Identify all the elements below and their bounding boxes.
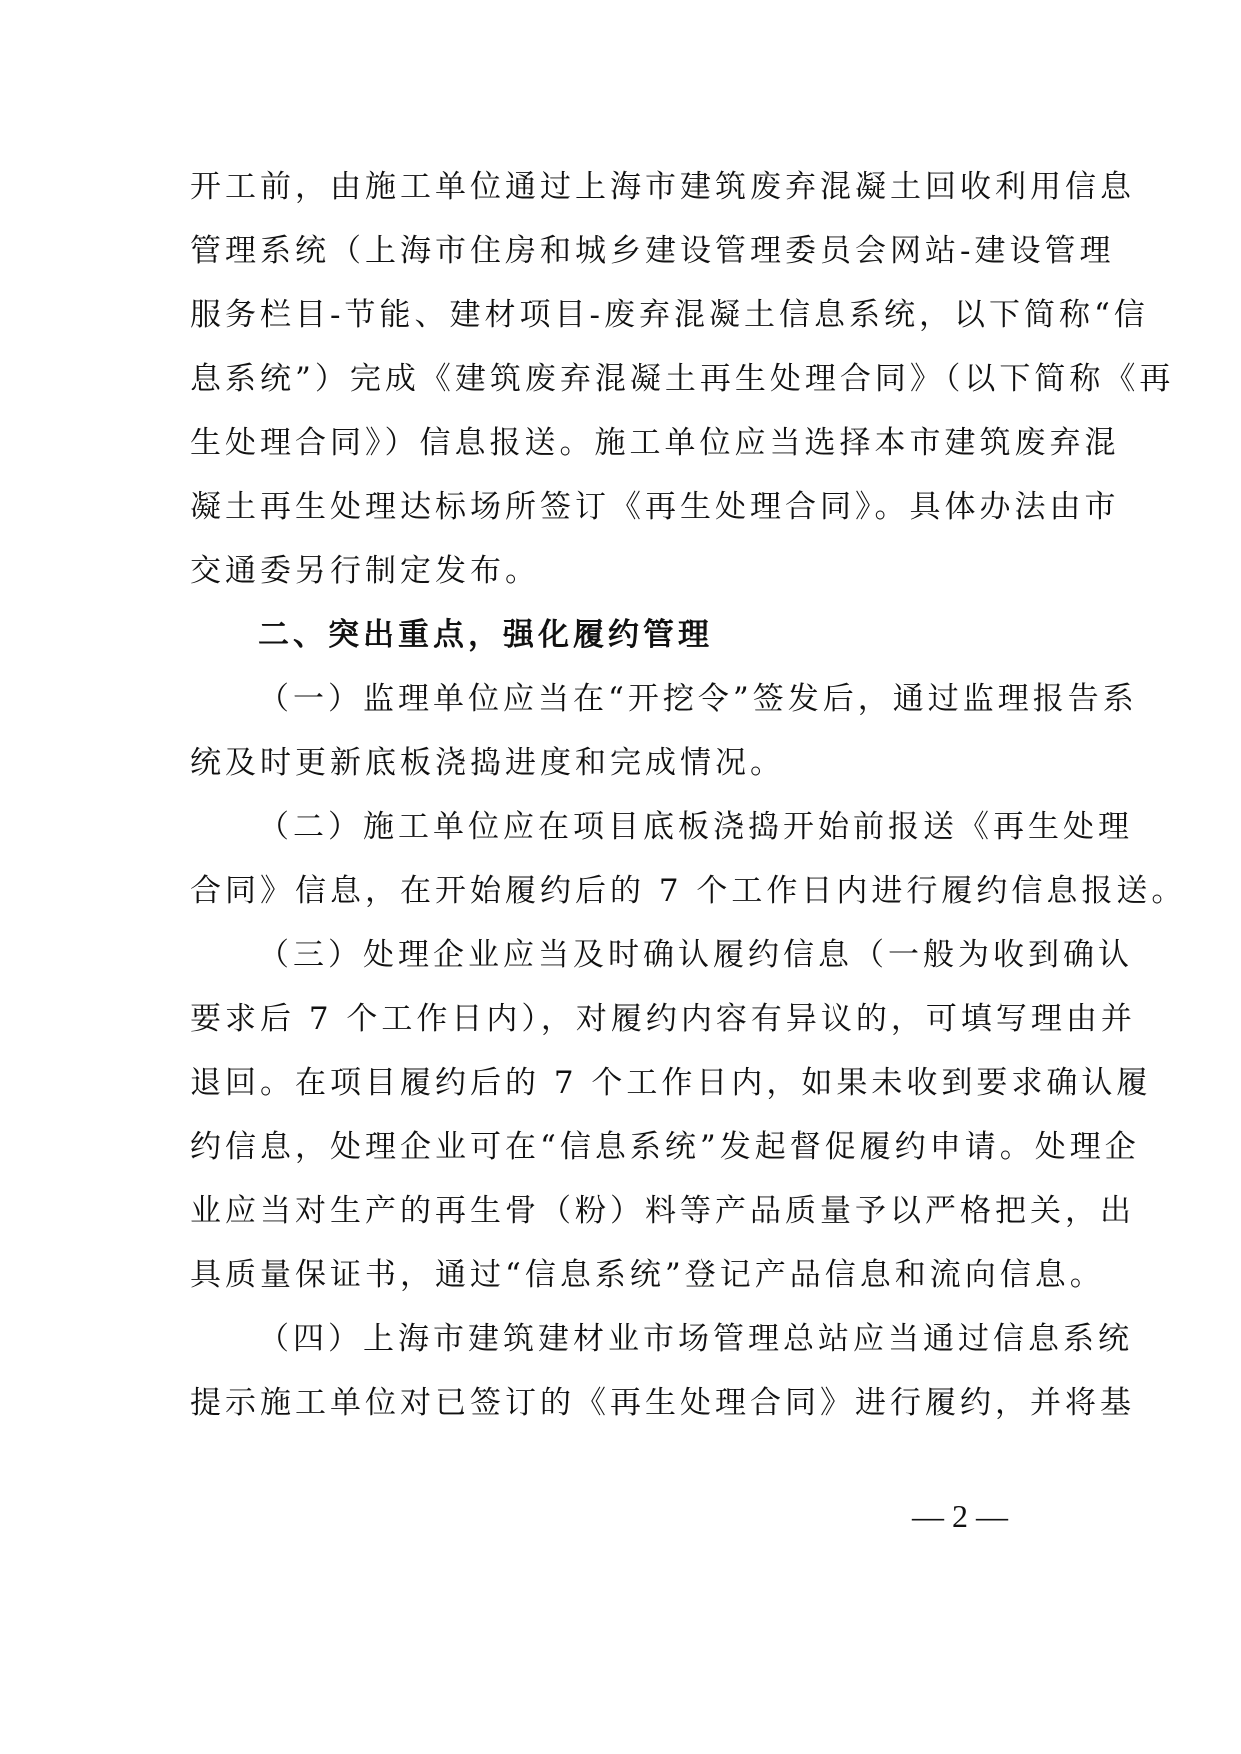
body-text-line: 凝土再生处理达标场所签订《再生处理合同》。具体办法由市 <box>190 489 1120 525</box>
body-text-line: 服务栏目-节能、建材项目-废弃混凝土信息系统，以下简称“信 <box>190 297 1149 333</box>
body-text-line: 合同》信息，在开始履约后的 7 个工作日内进行履约信息报送。 <box>190 873 1187 909</box>
body-text-line: 具质量保证书，通过“信息系统”登记产品信息和流向信息。 <box>190 1257 1105 1293</box>
body-text-line: 业应当对生产的再生骨（粉）料等产品质量予以严格把关，出 <box>190 1193 1135 1229</box>
body-text-line: 开工前，由施工单位通过上海市建筑废弃混凝土回收利用信息 <box>190 169 1135 205</box>
body-text-line: 管理系统（上海市住房和城乡建设管理委员会网站-建设管理 <box>190 233 1115 269</box>
section-heading: 二、突出重点，强化履约管理 <box>258 617 713 653</box>
body-text-line: 统及时更新底板浇捣进度和完成情况。 <box>190 745 785 781</box>
body-text-line: （四）上海市建筑建材业市场管理总站应当通过信息系统 <box>258 1321 1133 1357</box>
body-text-line: （二）施工单位应在项目底板浇捣开始前报送《再生处理 <box>258 809 1133 845</box>
body-text-line: 交通委另行制定发布。 <box>190 553 540 589</box>
body-text-line: 约信息，处理企业可在“信息系统”发起督促履约申请。处理企 <box>190 1129 1140 1165</box>
body-text-line: 生处理合同》）信息报送。施工单位应当选择本市建筑废弃混 <box>190 425 1120 461</box>
body-text-line: 退回。在项目履约后的 7 个工作日内，如果未收到要求确认履 <box>190 1065 1152 1101</box>
body-text-line: （三）处理企业应当及时确认履约信息（一般为收到确认 <box>258 937 1133 973</box>
body-text-line: （一）监理单位应当在“开挖令”签发后，通过监理报告系 <box>258 681 1138 717</box>
body-text-line: 息系统”）完成《建筑废弃混凝土再生处理合同》（以下简称《再 <box>190 361 1175 397</box>
body-text-line: 提示施工单位对已签订的《再生处理合同》进行履约，并将基 <box>190 1385 1135 1421</box>
page-number: — 2 — <box>912 1498 1008 1534</box>
body-text-line: 要求后 7 个工作日内），对履约内容有异议的，可填写理由并 <box>190 1001 1136 1037</box>
